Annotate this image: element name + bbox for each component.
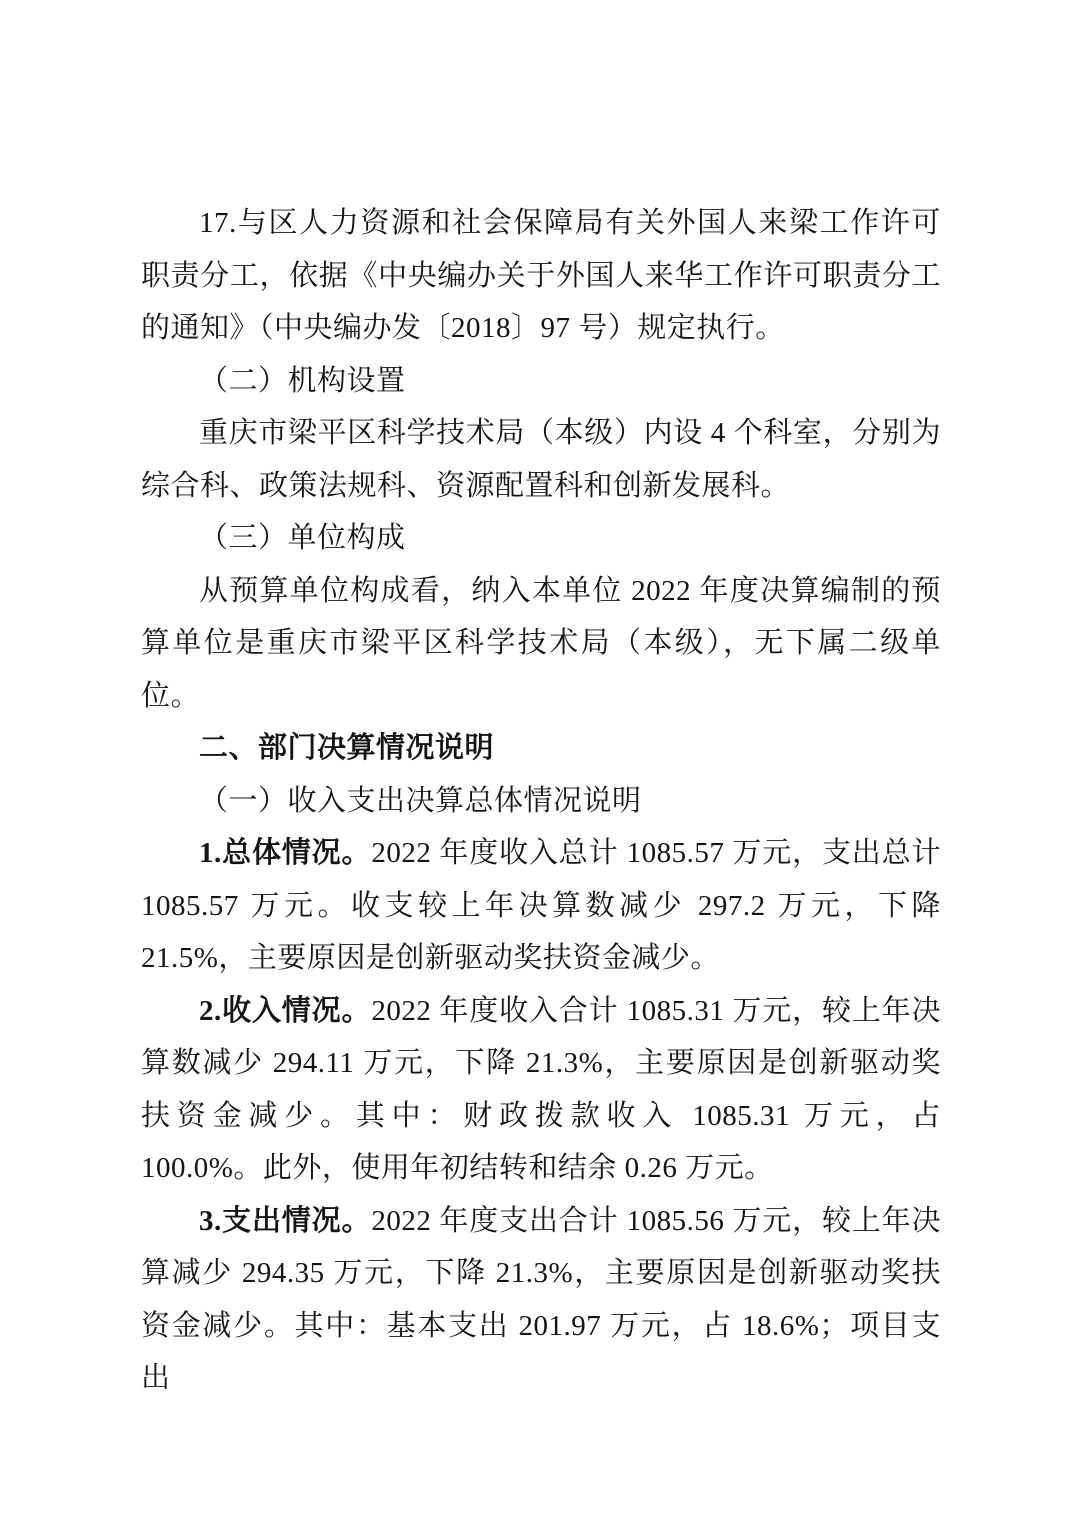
heading-section-3-unit-composition xyxy=(141,512,941,565)
paragraph-text: 二、部门决算情况说明 xyxy=(199,732,495,764)
paragraph-clause-17 xyxy=(141,197,941,355)
paragraph-text: 重庆市梁平区科学技术局（本级）内设 4 个科室，分别为综合科、政策法规科、资源配置科和创新发展科。 xyxy=(141,417,941,502)
paragraph-text: 2022 年度收入总计 1085.57 万元，支出总计 1085.57 万元。收支较上年决算数减少 297.2 万元，下降 21.5%，主要原因是创新驱动奖扶资金减少。 xyxy=(141,837,941,974)
paragraph-organization-setup xyxy=(141,407,941,512)
heading-part-2-final-accounts-explanation xyxy=(141,722,941,775)
paragraph-lead-bold: 3.支出情况。 xyxy=(199,1204,372,1237)
paragraph-lead-bold: 2.收入情况。 xyxy=(199,994,372,1027)
paragraph-lead-bold: 1.总体情况。 xyxy=(199,837,372,869)
paragraph-text: （三）单位构成 xyxy=(199,522,406,554)
paragraph-text: 2022 年度支出合计 1085.56 万元，较上年决算减少 294.35 万元，下降 21.3%，主要原因是创新驱动奖扶资金减少。其中：基本支出 201.97 万元，占 18.6%；项目支出 xyxy=(141,1204,941,1394)
paragraph-income-situation xyxy=(141,985,941,1195)
document-content xyxy=(141,197,941,1405)
paragraph-text: 17.与区人力资源和社会保障局有关外国人来梁工作许可职责分工，依据《中央编办关于外国人来华工作许可职责分工的通知》（中央编办发〔2018〕97 号）规定执行。 xyxy=(141,207,941,344)
heading-section-1-income-expenditure-overview xyxy=(141,775,941,828)
paragraph-text: 从预算单位构成看，纳入本单位 2022 年度决算编制的预算单位是重庆市梁平区科学技术局（本级），无下属二级单位。 xyxy=(141,574,941,712)
paragraph-text: 2022 年度收入合计 1085.31 万元，较上年决算数减少 294.11 万元，下降 21.3%，主要原因是创新驱动奖扶资金减少。其中：财政拨款收入 1085.31 万元，占 100.0%。此外，使用年初结转和结余 0.26 万元。 xyxy=(141,994,941,1184)
paragraph-expenditure-situation xyxy=(141,1195,941,1405)
heading-section-2-organization xyxy=(141,355,941,408)
paragraph-text: （一）收入支出决算总体情况说明 xyxy=(199,784,642,817)
paragraph-unit-composition xyxy=(141,565,941,723)
paragraph-overall-situation xyxy=(141,827,941,985)
paragraph-text: （二）机构设置 xyxy=(199,364,406,397)
